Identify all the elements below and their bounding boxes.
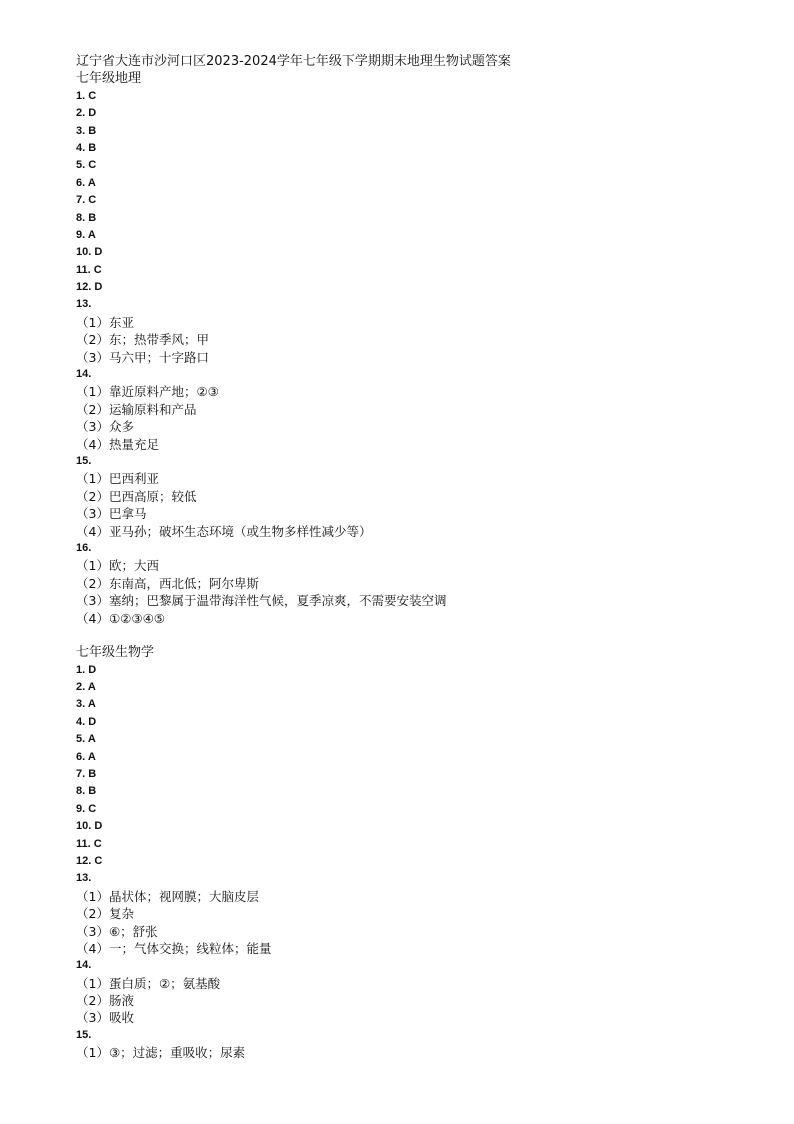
question-answer-line: 8. B: [76, 785, 97, 798]
question-answer-line: 1. C: [76, 89, 97, 102]
sub-answer-line: （1）欧；大西: [76, 558, 159, 574]
question-answer-line: 10. D: [76, 820, 103, 833]
question-answer-line: 9. A: [76, 228, 96, 241]
geography-heading: 七年级地理: [76, 71, 142, 87]
question-answer-line: 5. C: [76, 159, 97, 172]
sub-answer-line: （2）东南高，西北低；阿尔卑斯: [76, 575, 259, 591]
question-answer-line: 3. A: [76, 698, 96, 711]
sub-answer-line: （2）复杂: [76, 906, 134, 922]
sub-answer-line: （3）塞纳；巴黎属于温带海洋性气候，夏季凉爽，不需要安装空调: [76, 593, 447, 609]
sub-answer-line: （1）蛋白质；②；氨基酸: [76, 975, 221, 991]
sub-answer-line: （4）热量充足: [76, 436, 159, 452]
sub-answer-line: （1）东亚: [76, 314, 134, 330]
question-answer-line: 10. D: [76, 246, 103, 259]
question-answer-line: 7. B: [76, 768, 97, 781]
answer-document: [76, 53, 766, 1062]
sub-answer-line: （3）巴拿马: [76, 506, 147, 522]
question-answer-line: 8. B: [76, 211, 97, 224]
question-answer-line: 6. A: [76, 750, 96, 763]
sub-answer-line: （2）东；热带季风；甲: [76, 332, 209, 348]
sub-answer-line: （3）众多: [76, 419, 134, 435]
question-answer-line: 13.: [76, 872, 92, 885]
question-answer-line: 11. C: [76, 837, 102, 850]
sub-answer-line: （2）肠液: [76, 993, 134, 1009]
question-answer-line: 4. B: [76, 141, 97, 154]
question-answer-line: 3. B: [76, 124, 97, 137]
sub-answer-line: （4）亚马孙；破坏生态环境（或生物多样性减少等）: [76, 523, 372, 539]
question-answer-line: 14.: [76, 368, 92, 381]
question-answer-line: 2. A: [76, 681, 96, 694]
sub-answer-line: （4）一；气体交换；线粒体；能量: [76, 940, 272, 956]
question-answer-line: 2. D: [76, 107, 97, 120]
question-answer-line: 11. C: [76, 263, 102, 276]
question-answer-line: 7. C: [76, 194, 97, 207]
sub-answer-line: （2）巴西高原；较低: [76, 488, 197, 504]
sub-answer-line: （3）⑥；舒张: [76, 923, 158, 939]
question-answer-line: 15.: [76, 1028, 92, 1041]
question-answer-line: 1. D: [76, 663, 97, 676]
question-answer-line: 14.: [76, 959, 92, 972]
sub-answer-line: （4）①②③④⑤: [76, 610, 165, 626]
sub-answer-line: （2）运输原料和产品: [76, 401, 197, 417]
sub-answer-line: （1）靠近原料产地；②③: [76, 384, 219, 400]
question-answer-line: 16.: [76, 541, 92, 554]
question-answer-line: 5. A: [76, 733, 96, 746]
question-answer-line: 12. D: [76, 281, 103, 294]
document-title: 辽宁省大连市沙河口区2023-2024学年七年级下学期期末地理生物试题答案: [76, 54, 511, 69]
sub-answer-line: （1）晶状体；视网膜；大脑皮层: [76, 888, 259, 904]
sub-answer-line: （1）③；过滤；重吸收；尿素: [76, 1045, 246, 1061]
geography-answer-list: [76, 88, 766, 627]
question-answer-line: 6. A: [76, 176, 96, 189]
sub-answer-line: （1）巴西利亚: [76, 471, 159, 487]
sub-answer-line: （3）马六甲；十字路口: [76, 349, 209, 365]
question-answer-line: 12. C: [76, 854, 103, 867]
question-answer-line: 13.: [76, 298, 92, 311]
sub-answer-line: （3）吸收: [76, 1010, 134, 1026]
question-answer-line: 15.: [76, 454, 92, 467]
biology-answer-list: [76, 662, 766, 1062]
section-spacer: [76, 627, 766, 644]
question-answer-line: 4. D: [76, 715, 97, 728]
biology-heading: 七年级生物学: [76, 645, 155, 661]
question-answer-line: 9. C: [76, 802, 97, 815]
